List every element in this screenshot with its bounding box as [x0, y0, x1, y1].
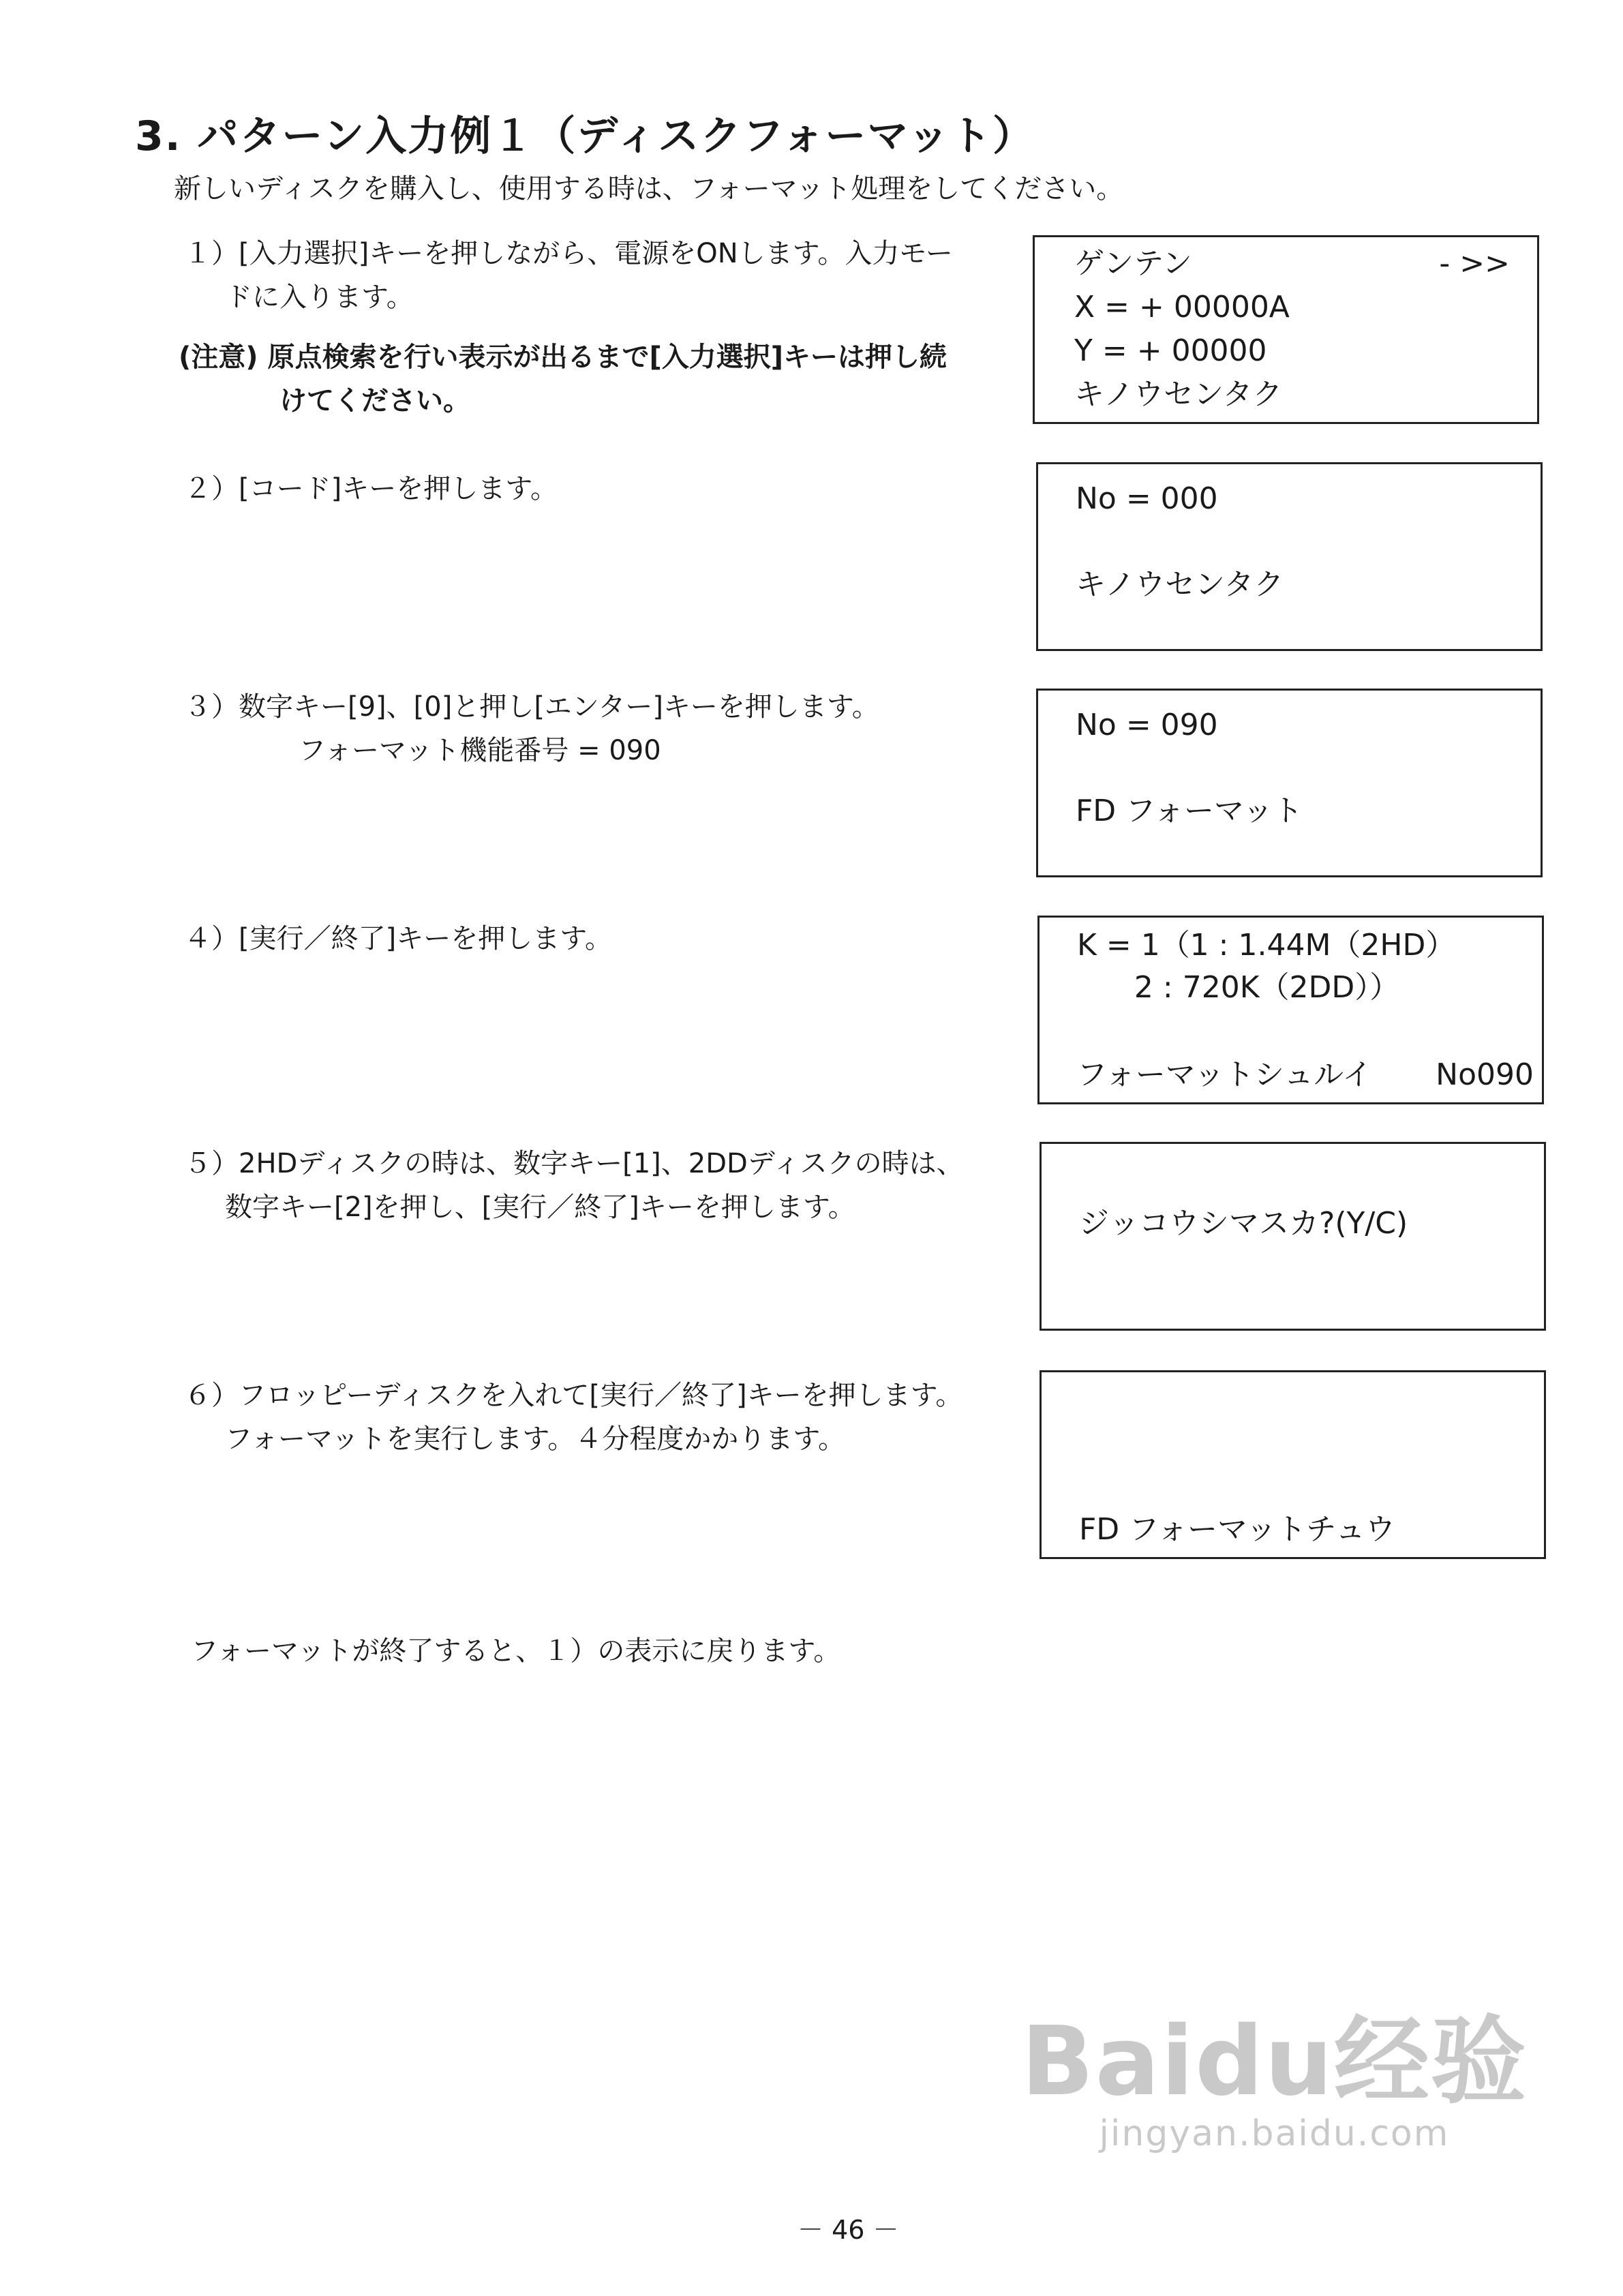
lcd-5-row-2: ジッコウシマスカ?(Y/C) [1079, 1206, 1408, 1241]
lcd-2-row-1: No = 000 [1076, 481, 1218, 516]
step-2-text [184, 467, 558, 511]
step-1-line-2: ドに入ります。 [225, 282, 414, 313]
lcd-3-row-3: FD フォーマット [1076, 794, 1303, 828]
step-3-line-2: フォーマット機能番号 = 090 [299, 735, 661, 766]
step-1-text [184, 232, 953, 319]
step-5-text [184, 1142, 964, 1229]
lcd-6-row-4: FD フォーマットチュウ [1079, 1512, 1395, 1547]
baidu-watermark-logo: Baidu经验 [1020, 2006, 1528, 2117]
lcd-4-code: No090 [1436, 1057, 1534, 1092]
lcd-display-step-3 [1036, 689, 1543, 877]
baidu-watermark-url: jingyan.baidu.com [1099, 2113, 1450, 2154]
step-2-line-1: ２）[コード]キーを押します。 [184, 473, 558, 504]
step-4-text [184, 917, 612, 961]
step-6-line-2: フォーマットを実行します。４分程度かかります。 [225, 1423, 845, 1455]
step-5-line-1: ５）2HDディスクの時は、数字キー[1]、2DDディスクの時は、 [184, 1148, 964, 1179]
step-3-line-1: ３）数字キー[9]、[0]と押し[エンター]キーを押します。 [184, 691, 879, 723]
lcd-4-row-2: 2 : 720K（2DD）） [1077, 970, 1400, 1005]
step-1-note-line-1: (注意) 原点検索を行い表示が出るまで[入力選択]キーは押し続 [179, 342, 947, 373]
step-6-line-1: ６）フロッピーディスクを入れて[実行／終了]キーを押します。 [184, 1380, 963, 1411]
step-3-text [184, 685, 879, 772]
lcd-1-row-1: ゲンテン [1074, 246, 1192, 281]
lcd-4-row-4: フォーマットシュルイ [1077, 1057, 1372, 1092]
intro-text: 新しいディスクを購入し、使用する時は、フォーマット処理をしてください。 [174, 173, 1124, 205]
step-5-line-2: 数字キー[2]を押し、[実行／終了]キーを押します。 [225, 1192, 855, 1223]
step-4-line-1: ４）[実行／終了]キーを押します。 [184, 923, 613, 954]
footer-text: フォーマットが終了すると、１）の表示に戻ります。 [191, 1635, 841, 1667]
step-6-text [184, 1374, 962, 1461]
lcd-display-step-1 [1033, 235, 1539, 424]
page-number: － 46 － [798, 2215, 899, 2245]
lcd-display-step-6 [1040, 1370, 1546, 1559]
step-1-note-line-2: けてください。 [279, 385, 470, 417]
lcd-4-row-1: K = 1（1 : 1.44M（2HD） [1077, 928, 1456, 963]
lcd-1-row-3: Y = + 00000 [1074, 333, 1267, 368]
lcd-2-row-3: キノウセンタク [1076, 567, 1284, 602]
lcd-display-step-2 [1036, 462, 1543, 651]
baidu-watermark [1020, 2006, 1528, 2154]
step-1-line-1: １）[入力選択]キーを押しながら、電源をONします。入力モー [184, 238, 953, 269]
page-title: 3. パターン入力例１（ディスクフォーマット） [135, 112, 1035, 160]
lcd-1-row-2: X = + 00000A [1074, 290, 1290, 324]
lcd-display-step-5 [1040, 1142, 1546, 1331]
lcd-display-step-4 [1037, 916, 1544, 1104]
lcd-1-row-4: キノウセンタク [1074, 377, 1283, 412]
step-1-note [179, 335, 947, 423]
lcd-1-arrow: - >> [1439, 246, 1510, 281]
lcd-3-row-1: No = 090 [1076, 708, 1218, 742]
